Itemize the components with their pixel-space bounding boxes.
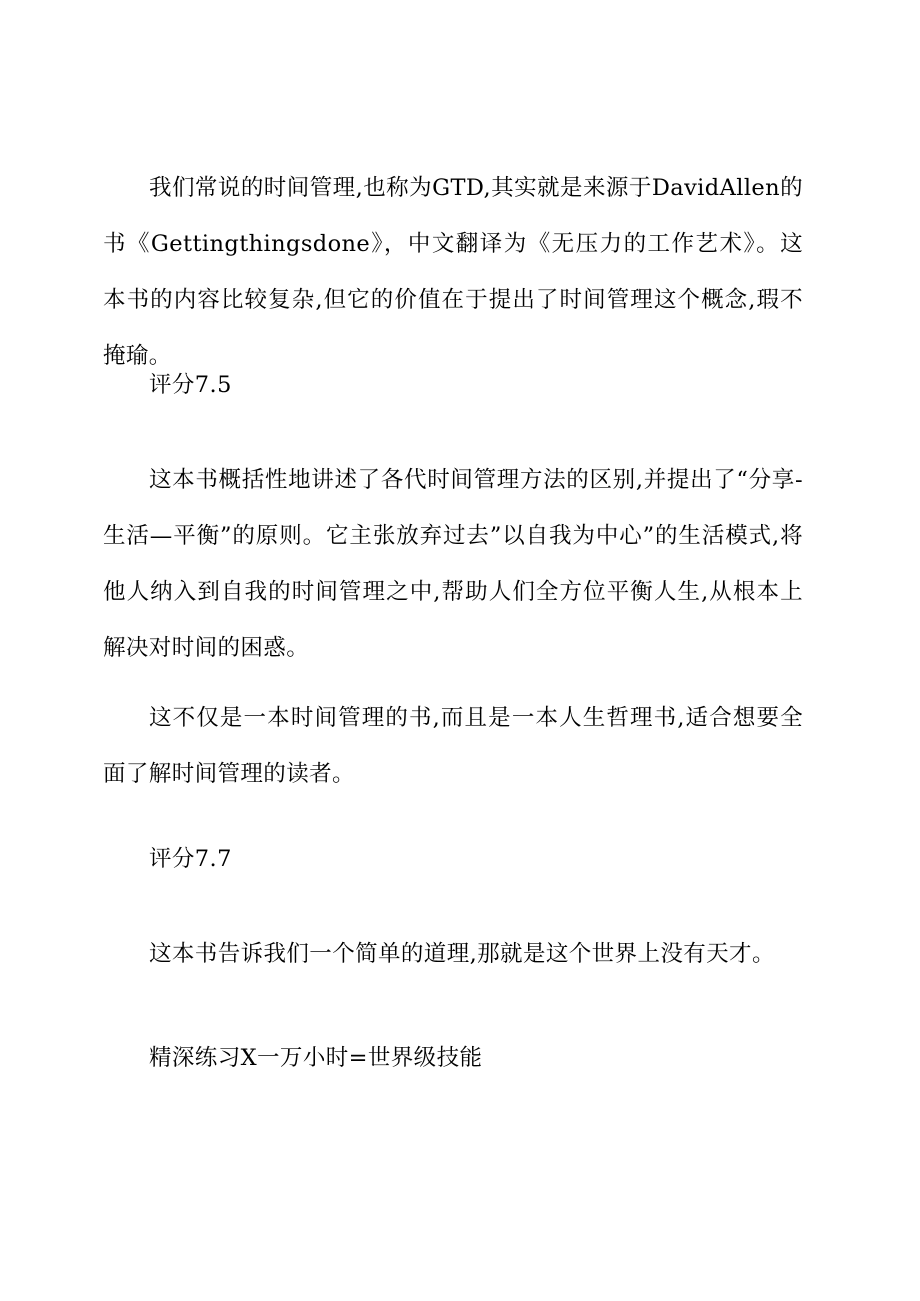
rating-label: 评分7.5: [149, 372, 232, 398]
rating-label: 评分7.7: [149, 846, 232, 872]
paragraph-book-summary: 这本书概括性地讲述了各代时间管理方法的区别,并提出了“分享-生活—平衡”的原则。它主张放弃过去”以自我为中心”的生活模式,将他人纳入到自我的时间管理之中,帮助人们全方位平衡人生,从根本上解决对时间的困惑。: [103, 467, 803, 661]
paragraph-no-genius: 这本书告诉我们一个简单的道理,那就是这个世界上没有天才。: [149, 941, 775, 967]
paragraph-gtd-intro: 我们常说的时间管理,也称为GTD,其实就是来源于DavidAllen的书《Gettingthingsdone》，中文翻译为《无压力的工作艺术》。这本书的内容比较复杂,但它的价值在于提出了时间管理这个概念,瑕不掩瑜。: [103, 175, 803, 369]
formula-line: 精深练习X一万小时=世界级技能: [149, 1045, 483, 1071]
paragraph-recommendation: 这不仅是一本时间管理的书,而且是一本人生哲理书,适合想要全面了解时间管理的读者。: [103, 705, 803, 787]
